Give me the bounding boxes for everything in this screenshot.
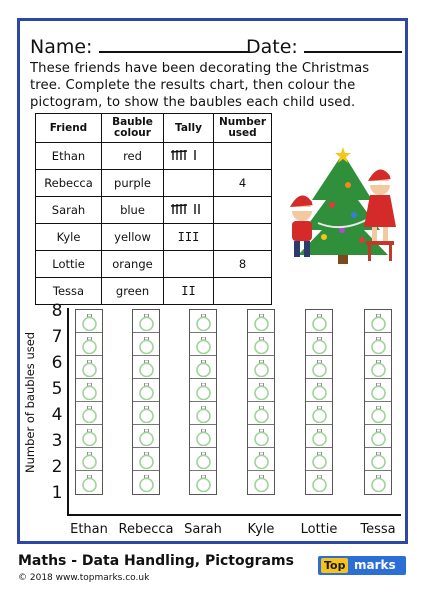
instructions: These friends have been decorating the Christmas tree. Complete the results chart, then colour the pictogram, to show the baubles each child used.	[30, 61, 370, 110]
bauble-icon	[195, 383, 212, 400]
pictogram-cell[interactable]	[190, 425, 216, 448]
bauble-icon	[81, 360, 98, 377]
pictogram-cell[interactable]	[248, 448, 274, 471]
pictogram-cell[interactable]	[365, 356, 391, 379]
table-header-row	[36, 114, 272, 143]
header-bauble-colour: Bauble colour	[102, 114, 164, 143]
pictogram-cell[interactable]	[190, 333, 216, 356]
bauble-icon	[195, 406, 212, 423]
cell-friend: Rebecca	[36, 170, 102, 197]
x-tick-label: Kyle	[247, 522, 275, 537]
y-tick-label: 5	[51, 379, 63, 399]
table-row	[36, 170, 272, 197]
pictogram-cell[interactable]	[365, 448, 391, 471]
cell-number[interactable]	[214, 224, 272, 251]
cell-colour: red	[102, 143, 164, 170]
results-table	[35, 113, 272, 305]
y-tick-label: 3	[51, 431, 63, 451]
table-row	[36, 224, 272, 251]
footer-copyright: © 2018 www.topmarks.co.uk	[18, 573, 150, 583]
pictogram-cell[interactable]	[190, 310, 216, 333]
pictogram-column-kyle[interactable]	[247, 309, 275, 495]
bauble-icon	[370, 383, 387, 400]
name-field[interactable]	[30, 36, 249, 58]
pictogram-cell[interactable]	[365, 333, 391, 356]
pictogram-cell[interactable]	[133, 333, 159, 356]
pictogram-cell[interactable]	[133, 471, 159, 494]
name-label: Name:	[30, 36, 93, 58]
pictogram-column-sarah[interactable]	[189, 309, 217, 495]
bauble-icon	[195, 337, 212, 354]
x-tick-label: Tessa	[360, 522, 396, 537]
bauble-icon	[138, 314, 155, 331]
bauble-icon	[81, 337, 98, 354]
x-tick-label: Ethan	[70, 522, 108, 537]
pictogram-cell[interactable]	[190, 379, 216, 402]
pictogram-column-lottie[interactable]	[305, 309, 333, 495]
y-tick-label: 8	[51, 301, 63, 321]
bauble-icon	[81, 383, 98, 400]
pictogram-cell[interactable]	[306, 333, 332, 356]
bauble-icon	[81, 314, 98, 331]
pictogram-cell[interactable]	[76, 333, 102, 356]
bauble-icon	[370, 337, 387, 354]
bauble-icon	[311, 314, 328, 331]
bauble-icon	[138, 475, 155, 492]
bauble-icon	[81, 429, 98, 446]
bauble-icon	[195, 314, 212, 331]
bauble-icon	[311, 406, 328, 423]
pictogram-cell[interactable]	[76, 310, 102, 333]
pictogram-cell[interactable]	[365, 471, 391, 494]
cell-friend: Ethan	[36, 143, 102, 170]
bauble-icon	[195, 360, 212, 377]
pictogram-cell[interactable]	[306, 402, 332, 425]
header-number-used: Number used	[214, 114, 272, 143]
logo-marks: marks	[354, 558, 396, 572]
bauble-icon	[253, 337, 270, 354]
cell-tally[interactable]: II	[164, 278, 214, 305]
pictogram-cell[interactable]	[133, 310, 159, 333]
pictogram-cell[interactable]	[76, 448, 102, 471]
bauble-icon	[138, 452, 155, 469]
y-axis-line	[67, 308, 69, 516]
bauble-icon	[311, 360, 328, 377]
cell-number[interactable]: 8	[214, 251, 272, 278]
bauble-icon	[81, 406, 98, 423]
bauble-icon	[138, 429, 155, 446]
pictogram-column-rebecca[interactable]	[132, 309, 160, 495]
pictogram-cell[interactable]	[133, 402, 159, 425]
pictogram-cell[interactable]	[365, 425, 391, 448]
bauble-icon	[138, 337, 155, 354]
logo-top: Top	[321, 558, 348, 573]
pictogram-cell[interactable]	[190, 402, 216, 425]
bauble-icon	[253, 406, 270, 423]
pictogram-cell[interactable]	[76, 356, 102, 379]
bauble-icon	[370, 406, 387, 423]
bauble-icon	[253, 383, 270, 400]
bauble-icon	[311, 337, 328, 354]
pictogram-cell[interactable]	[248, 402, 274, 425]
cell-friend: Sarah	[36, 197, 102, 224]
pictogram-cell[interactable]	[306, 425, 332, 448]
bauble-icon	[370, 475, 387, 492]
bauble-icon	[253, 314, 270, 331]
bauble-icon	[138, 383, 155, 400]
y-tick-label: 4	[51, 405, 63, 425]
cell-tally[interactable]	[164, 251, 214, 278]
x-axis-line	[67, 514, 401, 516]
pictogram-cell[interactable]	[190, 471, 216, 494]
cell-tally[interactable]	[164, 197, 214, 224]
bauble-icon	[253, 452, 270, 469]
bauble-icon	[370, 360, 387, 377]
cell-friend: Lottie	[36, 251, 102, 278]
bauble-icon	[138, 406, 155, 423]
bauble-icon	[311, 475, 328, 492]
cell-number[interactable]	[214, 197, 272, 224]
cell-friend: Kyle	[36, 224, 102, 251]
cell-colour: purple	[102, 170, 164, 197]
pictogram-cell[interactable]	[248, 333, 274, 356]
pictogram-cell[interactable]	[248, 471, 274, 494]
pictogram-cell[interactable]	[76, 425, 102, 448]
cell-number[interactable]: 4	[214, 170, 272, 197]
bauble-icon	[253, 360, 270, 377]
tally-marks	[169, 148, 209, 162]
pictogram-column-ethan[interactable]	[75, 309, 103, 495]
header-friend: Friend	[36, 114, 102, 143]
pictogram-cell[interactable]	[133, 379, 159, 402]
bauble-icon	[81, 475, 98, 492]
pictogram-cell[interactable]	[190, 448, 216, 471]
table-row	[36, 278, 272, 305]
x-tick-label: Rebecca	[118, 522, 174, 537]
y-tick-label: 1	[51, 483, 63, 503]
y-tick-label: 7	[51, 327, 63, 347]
pictogram-cell[interactable]	[248, 356, 274, 379]
pictogram-cell[interactable]	[306, 310, 332, 333]
pictogram-cell[interactable]	[306, 448, 332, 471]
bauble-icon	[138, 360, 155, 377]
bauble-icon	[81, 452, 98, 469]
y-tick-label: 6	[51, 353, 63, 373]
header-tally: Tally	[164, 114, 214, 143]
x-tick-label: Lottie	[300, 522, 338, 537]
y-axis-label: Number of baubles used	[23, 331, 37, 473]
topmarks-logo	[318, 556, 406, 575]
cell-tally[interactable]: III	[164, 224, 214, 251]
pictogram-cell[interactable]	[133, 448, 159, 471]
table-row	[36, 197, 272, 224]
cell-colour: green	[102, 278, 164, 305]
cell-tally[interactable]	[164, 170, 214, 197]
bauble-icon	[195, 452, 212, 469]
table-row	[36, 251, 272, 278]
cell-friend: Tessa	[36, 278, 102, 305]
pictogram-cell[interactable]	[248, 425, 274, 448]
date-label: Date:	[246, 36, 298, 58]
bauble-icon	[370, 452, 387, 469]
pictogram-cell[interactable]	[306, 379, 332, 402]
pictogram-cell[interactable]	[76, 402, 102, 425]
y-tick-label: 2	[51, 457, 63, 477]
pictogram-cell[interactable]	[76, 471, 102, 494]
bauble-icon	[311, 452, 328, 469]
bauble-icon	[195, 475, 212, 492]
pictogram-cell[interactable]	[365, 402, 391, 425]
pictogram-cell[interactable]	[190, 356, 216, 379]
table-row	[36, 143, 272, 170]
bauble-icon	[253, 475, 270, 492]
bauble-icon	[311, 383, 328, 400]
bauble-icon	[370, 429, 387, 446]
pictogram-cell[interactable]	[306, 471, 332, 494]
bauble-icon	[370, 314, 387, 331]
pictogram-cell[interactable]	[248, 379, 274, 402]
pictogram-cell[interactable]	[76, 379, 102, 402]
cell-colour: orange	[102, 251, 164, 278]
pictogram-cell[interactable]	[248, 310, 274, 333]
pictogram-cell[interactable]	[365, 379, 391, 402]
bauble-icon	[195, 429, 212, 446]
footer-title: Maths - Data Handling, Pictograms	[18, 553, 294, 569]
bauble-icon	[311, 429, 328, 446]
cell-colour: blue	[102, 197, 164, 224]
pictogram-cell[interactable]	[306, 356, 332, 379]
pictogram-cell[interactable]	[365, 310, 391, 333]
date-field[interactable]	[246, 36, 402, 58]
cell-colour: yellow	[102, 224, 164, 251]
cell-number[interactable]	[214, 278, 272, 305]
pictogram-column-tessa[interactable]	[364, 309, 392, 495]
bauble-icon	[253, 429, 270, 446]
cell-number[interactable]	[214, 143, 272, 170]
x-tick-label: Sarah	[184, 522, 222, 537]
pictogram-cell[interactable]	[133, 425, 159, 448]
cell-tally[interactable]	[164, 143, 214, 170]
pictogram-cell[interactable]	[133, 356, 159, 379]
tally-marks	[169, 202, 209, 216]
christmas-tree-illustration	[282, 145, 402, 275]
